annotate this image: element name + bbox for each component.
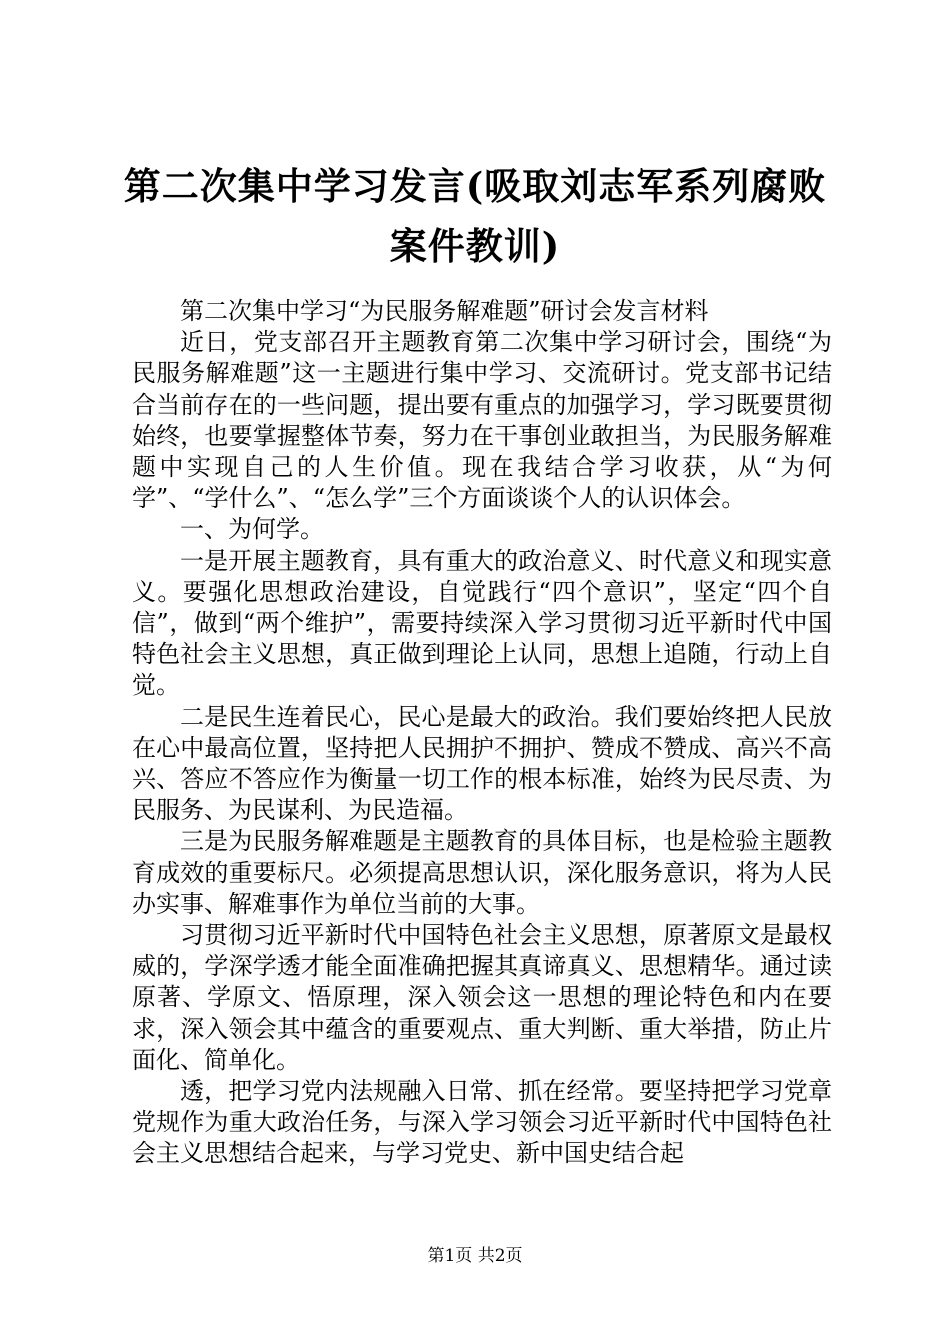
paragraph-original-works: 习贯彻习近平新时代中国特色社会主义思想，原著原文是最权威的，学深学透才能全面准确把握其真谛真义、思想精华。通过读原著、学原文、悟原理，深入领会这一思想的理论特色和内在要求，深入领会其中蕴含的重要观点、重大判断、重大举措，防止片面化、简单化。 (132, 921, 832, 1074)
document-body (132, 296, 832, 1170)
paragraph-party-regulations: 透，把学习党内法规融入日常、抓在经常。要坚持把学习党章党规作为重大政治任务，与深入学习领会习近平新时代中国特色社会主义思想结合起来，与学习党史、新中国史结合起 (132, 1077, 832, 1168)
paragraph-point-three: 三是为民服务解难题是主题教育的具体目标，也是检验主题教育成效的重要标尺。必须提高思想认识，深化服务意识，将为人民办实事、解难事作为单位当前的大事。 (132, 827, 832, 918)
paragraph-point-two: 二是民生连着民心，民心是最大的政治。我们要始终把人民放在心中最高位置，坚持把人民拥护不拥护、赞成不赞成、高兴不高兴、答应不答应作为衡量一切工作的根本标准，始终为民尽责、为民服务、为民谋利、为民造福。 (132, 702, 832, 825)
document-subtitle: 第二次集中学习“为民服务解难题”研讨会发言材料 (180, 297, 709, 325)
paragraph-intro: 近日，党支部召开主题教育第二次集中学习研讨会，围绕“为民服务解难题”这一主题进行集中学习、交流研讨。党支部书记结合当前存在的一些问题，提出要有重点的加强学习，学习既要贯彻始终，也要掌握整体节奏，努力在干事创业敢担当，为民服务解难题中实现自己的人生价值。现在我结合学习收获，从“为何学”、“学什么”、“怎么学”三个方面谈谈个人的认识体会。 (132, 328, 832, 513)
page-number-footer: 第1页 共2页 (427, 1246, 523, 1266)
paragraph-point-one: 一是开展主题教育，具有重大的政治意义、时代意义和现实意义。要强化思想政治建设，自觉践行“四个意识”，坚定“四个自信”，做到“两个维护”，需要持续深入学习贯彻习近平新时代中国特色社会主义思想，真正做到理论上认同，思想上追随，行动上自觉。 (132, 546, 832, 700)
section-heading-why-study: 一、为何学。 (180, 515, 324, 544)
document-title: 第二次集中学习发言(吸取刘志军系列腐败案件教训) (123, 164, 827, 268)
